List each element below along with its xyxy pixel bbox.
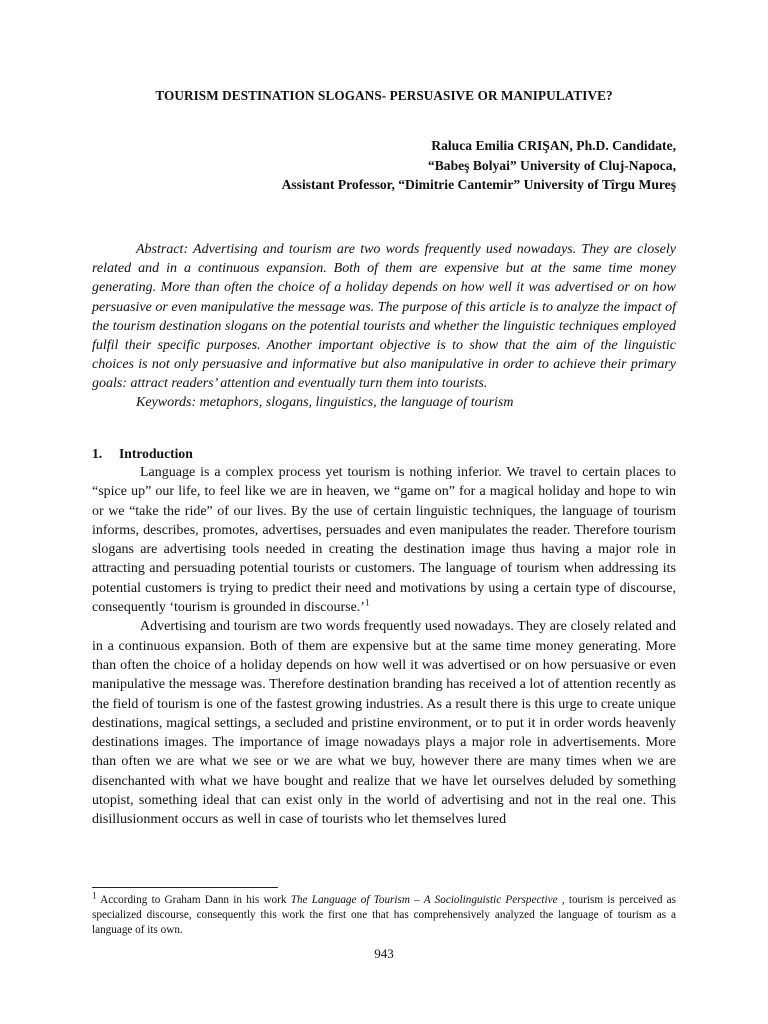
footnote-divider	[92, 887, 278, 888]
footnote-reference[interactable]: 1	[364, 597, 370, 608]
section-number: 1.	[92, 446, 103, 461]
paragraph-2: Advertising and tourism are two words frequently used nowadays. They are closely related and in a continuous expansion. Both of them are expensive but at the same time money generating. More than often the choice of a holiday depends on how well it was advertised or on how persuasive or even manipulative the message was. Therefore destination branding has received a lot of attention recently as the field of tourism is one of the fastest growing industries. As a result there is this urge to create unique destinations, magical settings, a secluded and pristine environment, or to put it in order words heavenly destinations images. The importance of image nowadays plays a major role in advertisements. More than often we are what we see or we are what we buy, however there are many times when we are disenchanted with what we have bought and realize that we have let ourselves deluded by something utopist, something ideal that can exist only in the world of advertising and not in the real one. This disillusionment occurs as well in case of tourists who let themselves lured	[92, 619, 676, 828]
paper-page	[92, 0, 676, 1024]
keywords: Keywords: metaphors, slogans, linguistics, the language of tourism	[136, 395, 514, 410]
author-name-line: Raluca Emilia CRIŞAN, Ph.D. Candidate,	[431, 138, 676, 153]
footnote-marker: 1	[92, 890, 97, 901]
footnote-text-before: According to Graham Dann in his work	[100, 894, 291, 906]
page-number: 943	[374, 946, 394, 961]
author-block	[92, 136, 676, 195]
paragraph-1	[92, 463, 676, 617]
author-position-line: Assistant Professor, “Dimitrie Cantemir” University of Tîrgu Mureş	[281, 177, 676, 192]
footnote-text-after: , tourism is perceived as specialized discourse, consequently this work the first one that has comprehensively analyzed the language of tourism as a language of its own.	[92, 894, 676, 937]
abstract: Abstract: Advertising and tourism are two words frequently used nowadays. They are closely related and in a continuous expansion. Both of them are expensive but at the same time money generating. More than often the choice of a holiday depends on how well it was advertised or on how persuasive or even manipulative the message was. The purpose of this article is to analyze the impact of the tourism destination slogans on the potential tourists and whether the linguistic techniques employed fulfil their specific purposes. Another important objective is to show that the aim of the linguistic choices is not only persuasive and informative but also manipulative in order to achieve their primary goals: attract readers’ attention and eventually turn them into tourists.	[92, 242, 676, 392]
body-text	[92, 463, 676, 830]
footnote-work-title: The Language of Tourism – A Sociolinguistic Perspective	[290, 894, 558, 906]
author-affiliation-line: “Babeş Bolyai” University of Cluj-Napoca,	[427, 157, 676, 173]
paper-title: TOURISM DESTINATION SLOGANS- PERSUASIVE OR MANIPULATIVE?	[155, 88, 613, 103]
section-title: Introduction	[119, 446, 193, 461]
footnote	[92, 890, 676, 939]
paragraph-1-text: Language is a complex process yet tourism is nothing inferior. We travel to certain places to “spice up” our life, to feel like we are in heaven, we “game on” for a magical holiday and hope to win or we “take the ride” of our lives. By the use of certain linguistic techniques, the language of tourism informs, describes, promotes, advertises, persuades and even manipulates the reader. Therefore tourism slogans are advertising tools needed in creating the destination image thus having a major role in attracting and persuading potential tourists or customers. The language of tourism when addressing its potential customers is trying to predict their need and motivations by using a certain type of discourse, consequently ‘tourism is grounded in discourse.’	[92, 465, 676, 616]
section-heading	[92, 446, 193, 462]
